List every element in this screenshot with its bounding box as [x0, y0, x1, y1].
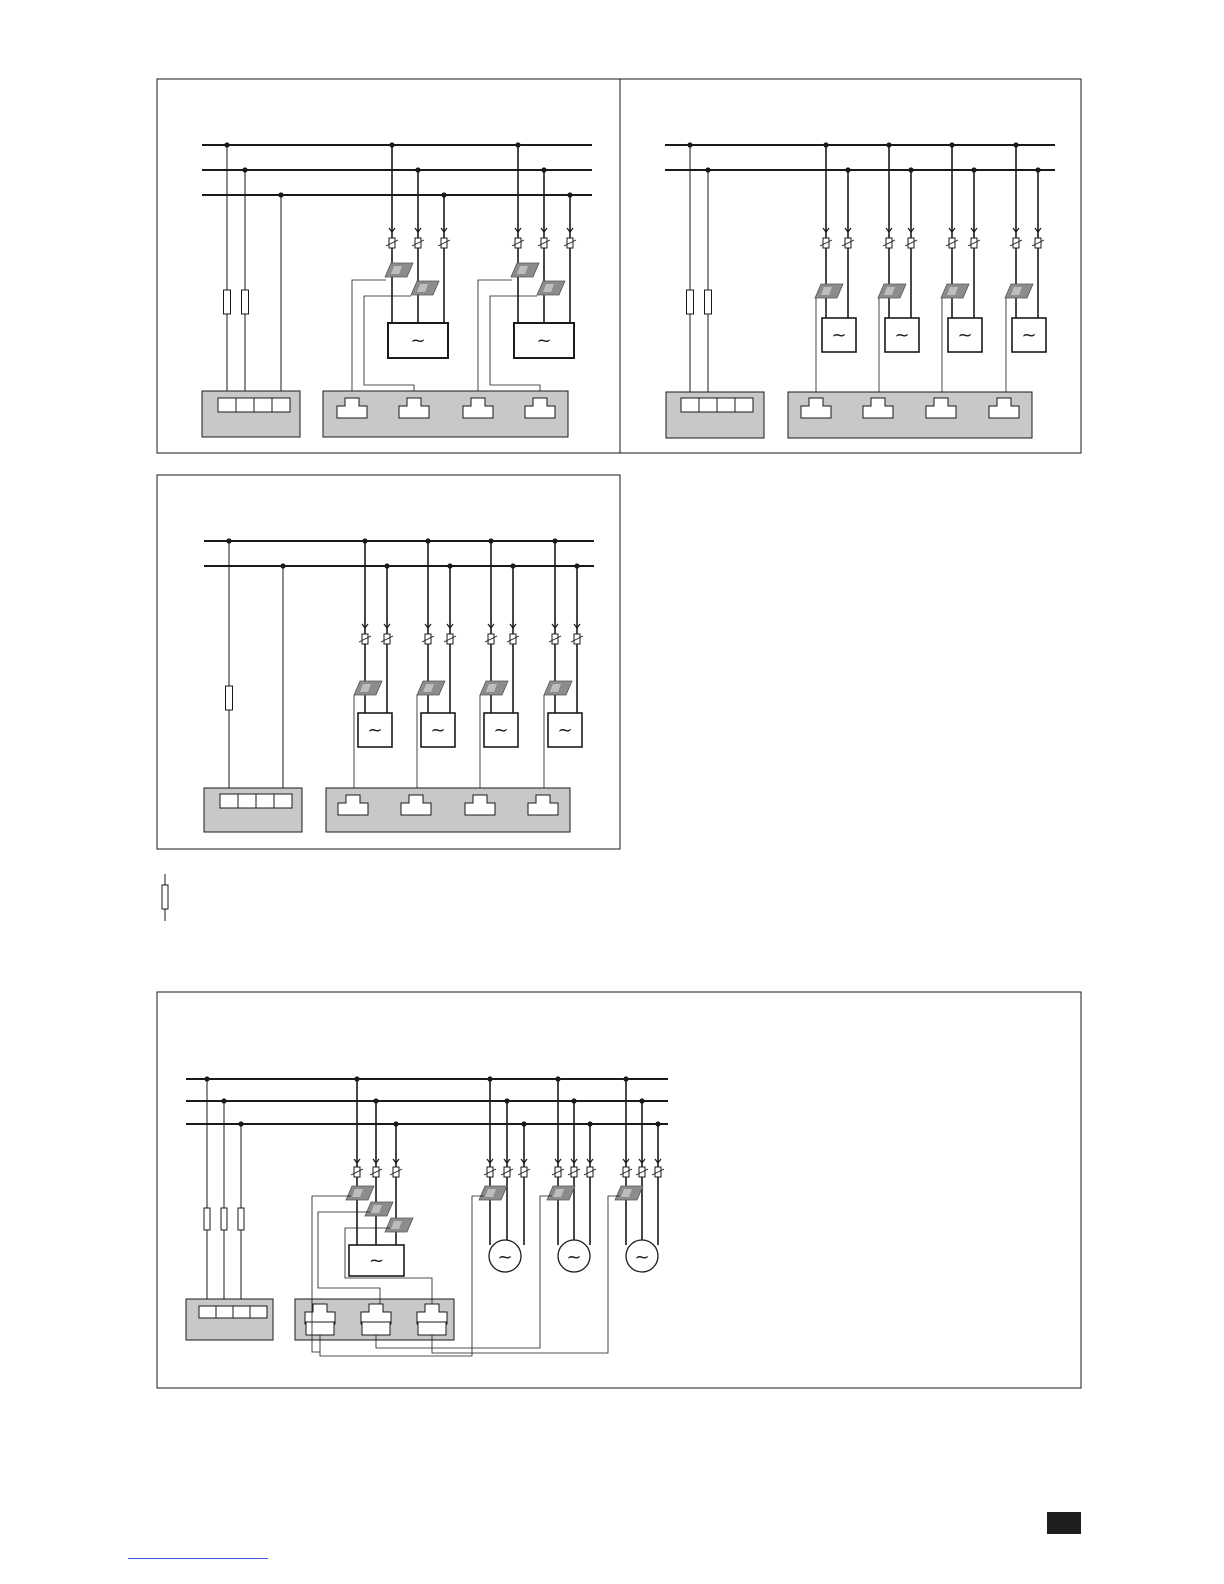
signal-wire [478, 280, 512, 400]
footer-link-underline[interactable] [128, 1558, 268, 1559]
sine-wave-icon: ~ [566, 1247, 582, 1268]
diagram-3 [204, 538, 594, 832]
terminal-cell [220, 794, 238, 808]
terminal-cell [218, 398, 236, 412]
terminal-cell [272, 398, 290, 412]
terminal-cell [250, 1306, 267, 1318]
sine-wave-icon: ~ [497, 1247, 513, 1268]
terminal-cell [216, 1306, 233, 1318]
sine-wave-icon: ~ [410, 330, 426, 352]
sine-wave-icon: ~ [957, 325, 973, 346]
fuse-symbol [224, 290, 231, 314]
terminal-cell [735, 398, 753, 412]
terminal-cell [717, 398, 735, 412]
fuse-symbol [204, 1208, 210, 1230]
fuse-symbol [687, 290, 694, 314]
sine-wave-icon: ~ [894, 325, 910, 346]
fuse-symbol [226, 686, 233, 710]
sine-wave-icon: ~ [367, 720, 383, 741]
diagram-4 [186, 1076, 668, 1356]
sine-wave-icon: ~ [634, 1247, 650, 1268]
sine-wave-icon: ~ [430, 720, 446, 741]
terminal-cell [699, 398, 717, 412]
diagram-1 [202, 142, 592, 437]
sine-wave-icon: ~ [368, 1250, 385, 1272]
fuse-symbol [705, 290, 712, 314]
sine-wave-icon: ~ [493, 720, 509, 741]
fuse-symbol [221, 1208, 227, 1230]
terminal-cell [256, 794, 274, 808]
page-number [1047, 1512, 1081, 1534]
sine-wave-icon: ~ [831, 325, 847, 346]
sine-wave-icon: ~ [536, 330, 552, 352]
fuse-symbol [162, 885, 168, 909]
diagram-2 [665, 142, 1055, 438]
signal-wire [432, 1196, 620, 1353]
fuse-symbol [242, 290, 249, 314]
signal-wire [352, 280, 386, 400]
connector-port-lower [418, 1322, 446, 1335]
terminal-cell [238, 794, 256, 808]
connector-port-lower [306, 1322, 334, 1335]
terminal-cell [199, 1306, 216, 1318]
sine-wave-icon: ~ [1021, 325, 1037, 346]
terminal-cell [274, 794, 292, 808]
terminal-cell [254, 398, 272, 412]
terminal-cell [236, 398, 254, 412]
meter-module [186, 1299, 273, 1340]
connector-port-lower [362, 1322, 390, 1335]
terminal-cell [233, 1306, 250, 1318]
sine-wave-icon: ~ [557, 720, 573, 741]
terminal-cell [681, 398, 699, 412]
fuse-legend [162, 874, 168, 921]
fuse-symbol [238, 1208, 244, 1230]
